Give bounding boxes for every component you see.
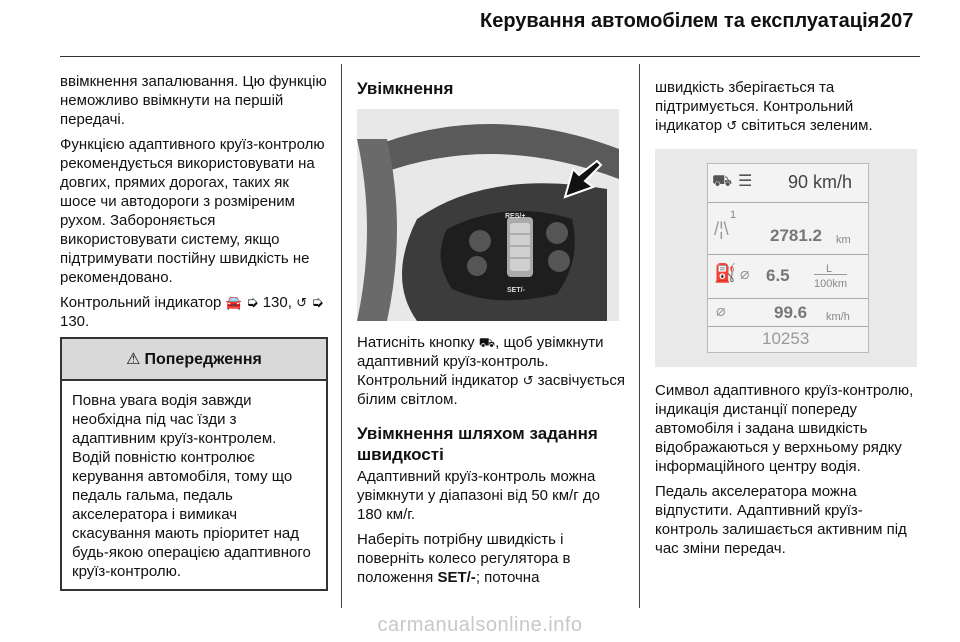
display-row-avg-speed [708, 298, 868, 327]
page-ref-icon: ➭ [311, 294, 324, 311]
trip-distance-unit: km [836, 234, 851, 246]
column-divider-1 [341, 64, 342, 608]
display-row-odometer [708, 326, 868, 352]
cruise-indicator-icon: ↺ [296, 295, 307, 310]
page-ref-icon: ➭ [245, 294, 259, 311]
warning-header: ⚠ Попередження [62, 339, 326, 381]
display-row-fuel [708, 254, 868, 299]
paragraph: Функцією адаптивного круїз-контролю рекомендується використовувати на довгих, прямих дорогах, таких як шосе чи автодороги з розміреним рухом. Забороняється використовувати систему, якщо підтримувати постійну швидкість не рекомендовано. [60, 136, 325, 286]
set-speed-value: 90 km/h [788, 172, 853, 192]
average-speed-unit: km/h [826, 311, 850, 323]
paragraph-indicator-ref: Контрольний індикатор 🚘 ➭ 130, ↺ ➭ 130. [60, 294, 324, 330]
cruise-indicator-icon: ↺ [726, 118, 738, 133]
section-heading: Увімкнення [357, 79, 454, 98]
paragraph: Символ адаптивного круїз-контролю, індикація дистанції попереду автомобіля і задана швидкість відображаються у верхньому рядку інформаційного центру водія. [655, 382, 914, 475]
paragraph: ввімкнення запалювання. Цю функцію неможливо ввімкнути на першій передачі. [60, 73, 327, 128]
paragraph: Адаптивний круїз-контроль можна увімкнути у діапазоні від 50 км/г до 180 км/г. [357, 468, 600, 523]
driver-info-display-illustration [655, 149, 917, 367]
column-3 [655, 78, 921, 564]
fuel-unit-bottom: 100km [814, 274, 847, 294]
average-icon: ⌀ [740, 266, 750, 283]
warning-triangle-icon: ⚠ [126, 350, 141, 368]
column-2 [357, 78, 627, 593]
adaptive-cruise-button-icon: ⛟ [478, 335, 496, 350]
watermark-text: carmanualsonline.info [377, 614, 583, 636]
fuel-pump-icon: ⛽ [714, 263, 737, 283]
trip-distance-value: 2781.2 [770, 226, 822, 245]
page-title: Керування автомобілем та експлуатація [480, 10, 880, 32]
paragraph: Педаль акселератора можна відпустити. Адаптивний круїз-контроль залишається активним під час зміни передач. [655, 483, 907, 557]
display-row-trip [708, 202, 868, 255]
distance-bars-icon: ☰ [738, 173, 753, 190]
column-divider-2 [639, 64, 640, 608]
steering-wheel-drawing [357, 109, 619, 321]
warning-text: Повна увага водія завжди необхідна під час їзди з адаптивним круїз-контролем. Водій повністю контролює керування автомобіля, тому що педаль гальма, педаль акселератора і вимикач скасування мають пріоритет над будь-якою операцією адаптивного круїз-контролю. [72, 392, 311, 580]
car-icon: 🚘 [225, 295, 242, 310]
adaptive-cruise-car-icon: ⛟ [712, 173, 733, 190]
fuel-consumption-value: 6.5 [766, 266, 790, 285]
average-speed-value: 99.6 [774, 303, 808, 322]
warning-box [60, 337, 328, 591]
page-number: 207 [880, 10, 914, 32]
steering-wheel-illustration [357, 109, 619, 321]
odometer-value: 10253 [762, 329, 810, 348]
section-heading: Увімкнення шляхом задання швидкості [357, 424, 598, 464]
header-divider [60, 56, 920, 57]
display-panel [707, 163, 869, 353]
trip-number: 1 [730, 209, 737, 221]
paragraph-set: Наберіть потрібну швидкість і поверніть колесо регулятора в положення SET/-; поточна [357, 531, 571, 586]
set-label: SET/- [507, 287, 525, 294]
road-icon: /¦\ [714, 219, 729, 239]
column-1 [60, 72, 328, 591]
display-row-speed [708, 164, 868, 203]
average-icon: ⌀ [716, 303, 726, 320]
paragraph-activate: Натисніть кнопку ⛟, щоб увімкнути адаптивний круїз-контроль. Контрольний індикатор ↺ засвічується білим світлом. [357, 334, 625, 408]
fuel-unit-top: L [826, 263, 833, 275]
cruise-indicator-icon: ↺ [522, 373, 534, 388]
res-label: RES/+ [505, 213, 526, 220]
paragraph-indicator: швидкість зберігається та підтримується. Контрольний індикатор ↺ світиться зеленим. [655, 79, 873, 134]
